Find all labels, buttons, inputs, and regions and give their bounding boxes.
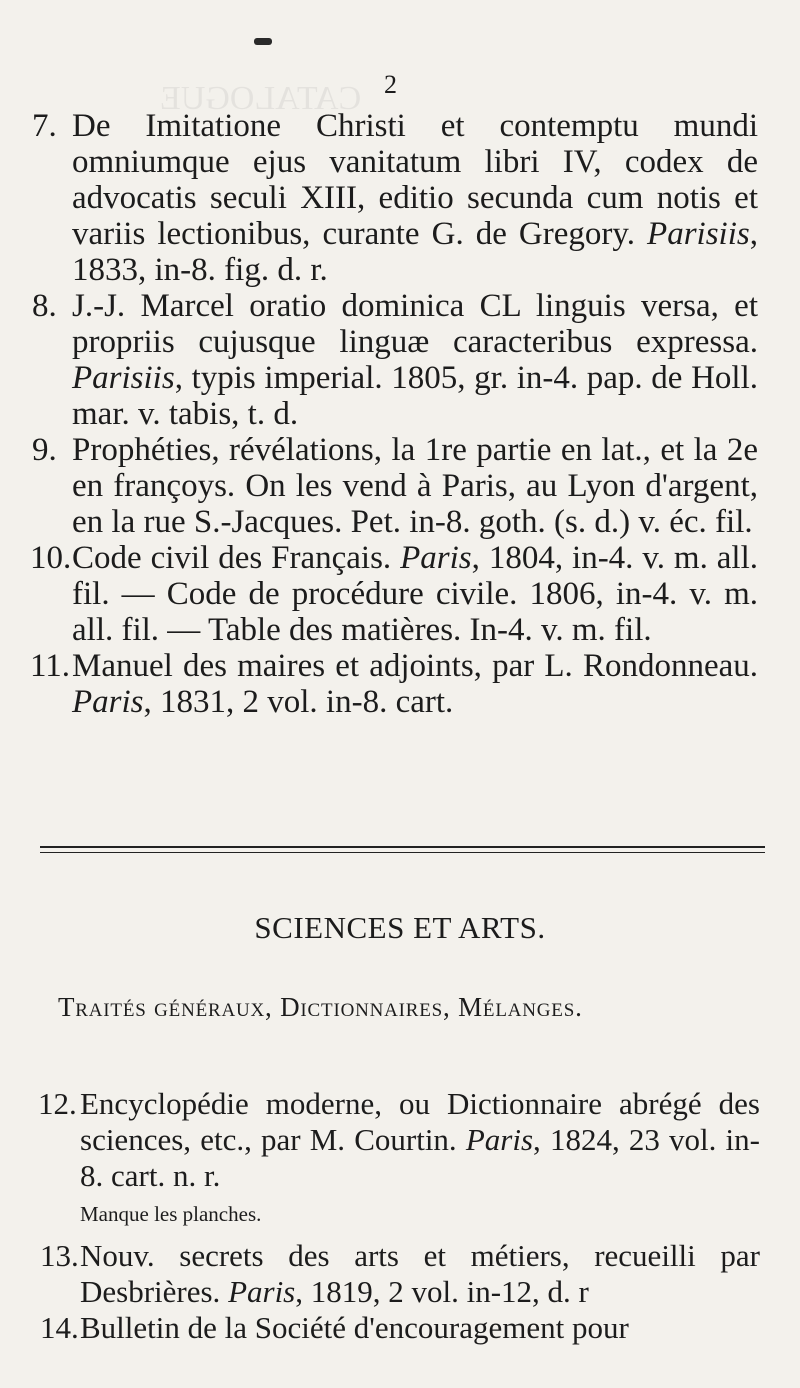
page-number: 2 <box>384 70 397 99</box>
entry-details: , typis imperial. 1805, gr. in-4. pap. de Holl. mar. v. tabis, t. d. <box>72 360 758 432</box>
entry-text: Code civil des Français. <box>72 540 392 576</box>
section-heading: SCIENCES ET ARTS. <box>254 910 546 945</box>
catalog-entry <box>32 108 758 288</box>
catalog-entries-end <box>0 1238 800 1346</box>
entry-text: Prophéties, révélations, la 1re partie en lat., et la 2e en françoys. On les vend à Paris, au Lyon d'argent, en la rue S.-Jacques. Pet. in-8. goth. (s. d.) v. éc. fil. <box>72 432 758 540</box>
entry-details: , 1833, in-8. fig. d. r. <box>72 216 758 288</box>
catalog-entry <box>38 1086 760 1194</box>
entry-number: 8. <box>32 288 57 324</box>
catalog-entries-bottom <box>0 1086 800 1194</box>
catalog-entry <box>30 540 759 648</box>
entry-number: 14. <box>40 1310 79 1345</box>
entry-text: Bulletin de la Société d'encouragement pour <box>80 1310 629 1345</box>
entry-text: Encyclopédie moderne, ou Dictionnaire abrégé des sciences, etc., par M. Courtin. <box>80 1086 760 1157</box>
entry-text: De Imitatione Christi et contemptu mundi omniumque ejus vanitatum libri IV, codex de advocatis seculi XIII, editio secunda cum notis et variis lectionibus, curante G. de Gregory. <box>72 108 758 252</box>
entry-number: 7. <box>32 108 57 144</box>
entry-number: 9. <box>32 432 57 468</box>
entry-number: 13. <box>40 1238 79 1273</box>
entry-place: Parisiis <box>72 360 175 396</box>
catalog-entry <box>32 288 758 432</box>
section-divider-thick <box>40 846 765 848</box>
entry-number: 12. <box>38 1086 77 1121</box>
entry-text: Manuel des maires et adjoints, par L. Rondonneau. <box>72 648 758 684</box>
entry-place: Paris <box>72 684 144 720</box>
entry-details: , 1824, 23 vol. in-8. cart. n. r. <box>80 1122 760 1193</box>
catalog-entry <box>40 1238 760 1310</box>
entry-place: Paris <box>400 540 472 576</box>
entry-details: , 1819, 2 vol. in-12, d. r <box>295 1274 589 1309</box>
header-dash <box>254 38 272 45</box>
entry-place: Paris <box>228 1274 296 1309</box>
entry-note: Manque les planches. <box>80 1202 262 1226</box>
entry-number: 10. <box>30 540 72 576</box>
section-divider-thin <box>40 852 765 853</box>
bleed-through-text: CATALOGUE <box>160 80 362 117</box>
catalog-entry <box>40 1310 760 1346</box>
entry-text: Nouv. secrets des arts et métiers, recueilli par Desbrières. <box>80 1238 760 1309</box>
entry-details: , 1831, 2 vol. in-8. cart. <box>143 684 454 720</box>
entry-place: Paris <box>465 1122 534 1157</box>
entry-details: , 1804, in-4. v. m. all. fil. — Code de procédure civile. 1806, in-4. v. m. all. fil. — Table des matières. In-4. v. m. fil. <box>72 540 759 648</box>
entry-text: J.-J. Marcel oratio dominica CL linguis versa, et propriis cujusque linguæ caracteribus expressa. <box>72 288 758 360</box>
subsection-heading: Traités généraux, Dictionnaires, Mélanges. <box>58 992 583 1022</box>
catalog-entries-top <box>0 108 800 720</box>
entry-place: Parisiis <box>647 216 750 252</box>
catalog-entry <box>32 432 758 540</box>
entry-number: 11. <box>30 648 71 684</box>
catalog-entry <box>30 648 758 720</box>
